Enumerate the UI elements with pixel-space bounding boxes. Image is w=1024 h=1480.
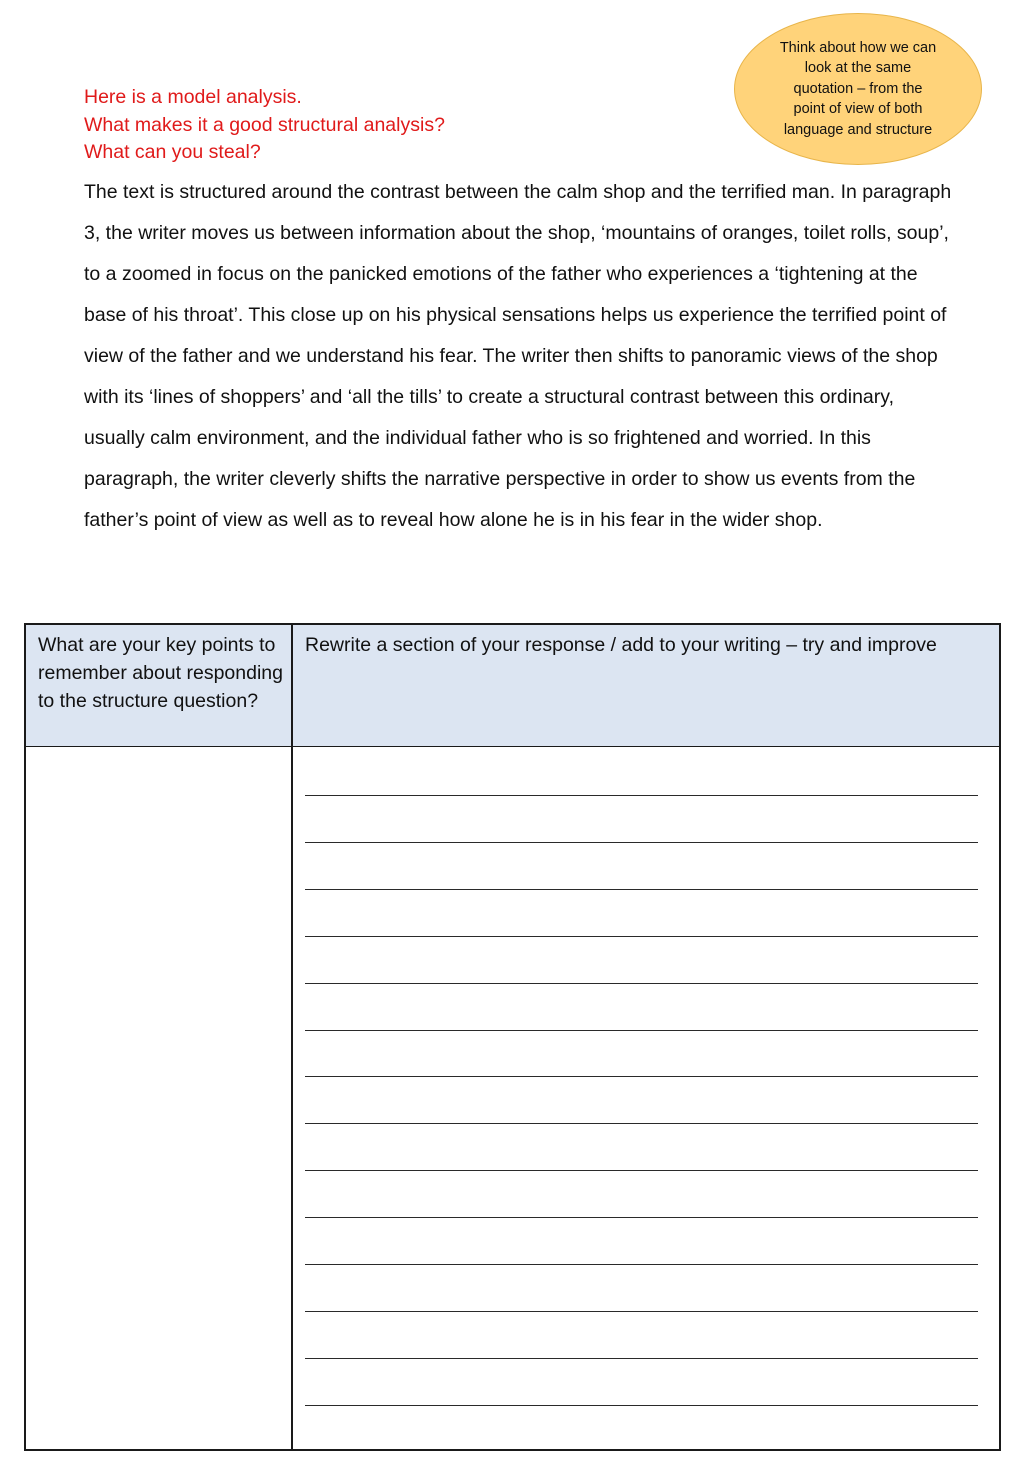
prompt-what-can-you-steal: What can you steal? [84,141,261,163]
writing-line [305,936,978,937]
column-divider [291,625,293,1449]
writing-line [305,1405,978,1406]
writing-line [305,1030,978,1031]
writing-line [305,889,978,890]
writing-line [305,983,978,984]
model-analysis-paragraph: The text is structured around the contrast between the calm shop and the terrified man. In paragraph 3, the writer moves us between information about the shop, ‘mountains of oranges, toilet rolls, soup’, to a zoomed in focus on the panicked emotions of the father who experiences a ‘tightening at the base of his throat’. This close up on his physical sensations helps us experience the terrified point of view of the father and we understand his fear. The writer then shifts to panoramic views of the shop with its ‘lines of shoppers’ and ‘all the tills’ to create a structural contrast between this ordinary, usually calm environment, and the individual father who is so frightened and worried. In this paragraph, the writer cleverly shifts the narrative perspective in order to show us events from the father’s point of view as well as to reveal how alone he is in his fear in the wider shop. [84,181,952,531]
key-points-header: What are your key points to remember about responding to the structure question? [38,634,283,712]
response-table [24,623,1001,1451]
writing-line [305,795,978,796]
rewrite-writing-area[interactable] [305,747,978,1447]
key-points-notes-area[interactable] [26,747,291,1447]
writing-line [305,842,978,843]
writing-line [305,1123,978,1124]
writing-line [305,1217,978,1218]
writing-line [305,1358,978,1359]
writing-line [305,1311,978,1312]
red-prompts [84,84,684,167]
prompt-model-analysis: Here is a model analysis. [84,86,302,108]
think-callout-bubble [734,13,982,165]
writing-line [305,1076,978,1077]
rewrite-header: Rewrite a section of your response / add to your writing – try and improve [305,634,937,656]
writing-line [305,1170,978,1171]
writing-line [305,1264,978,1265]
table-header-row [26,625,999,747]
callout-text: Think about how we can look at the same quotation – from the point of view of both language and structure [779,39,937,138]
prompt-good-structural-analysis: What makes it a good structural analysis? [84,113,445,136]
